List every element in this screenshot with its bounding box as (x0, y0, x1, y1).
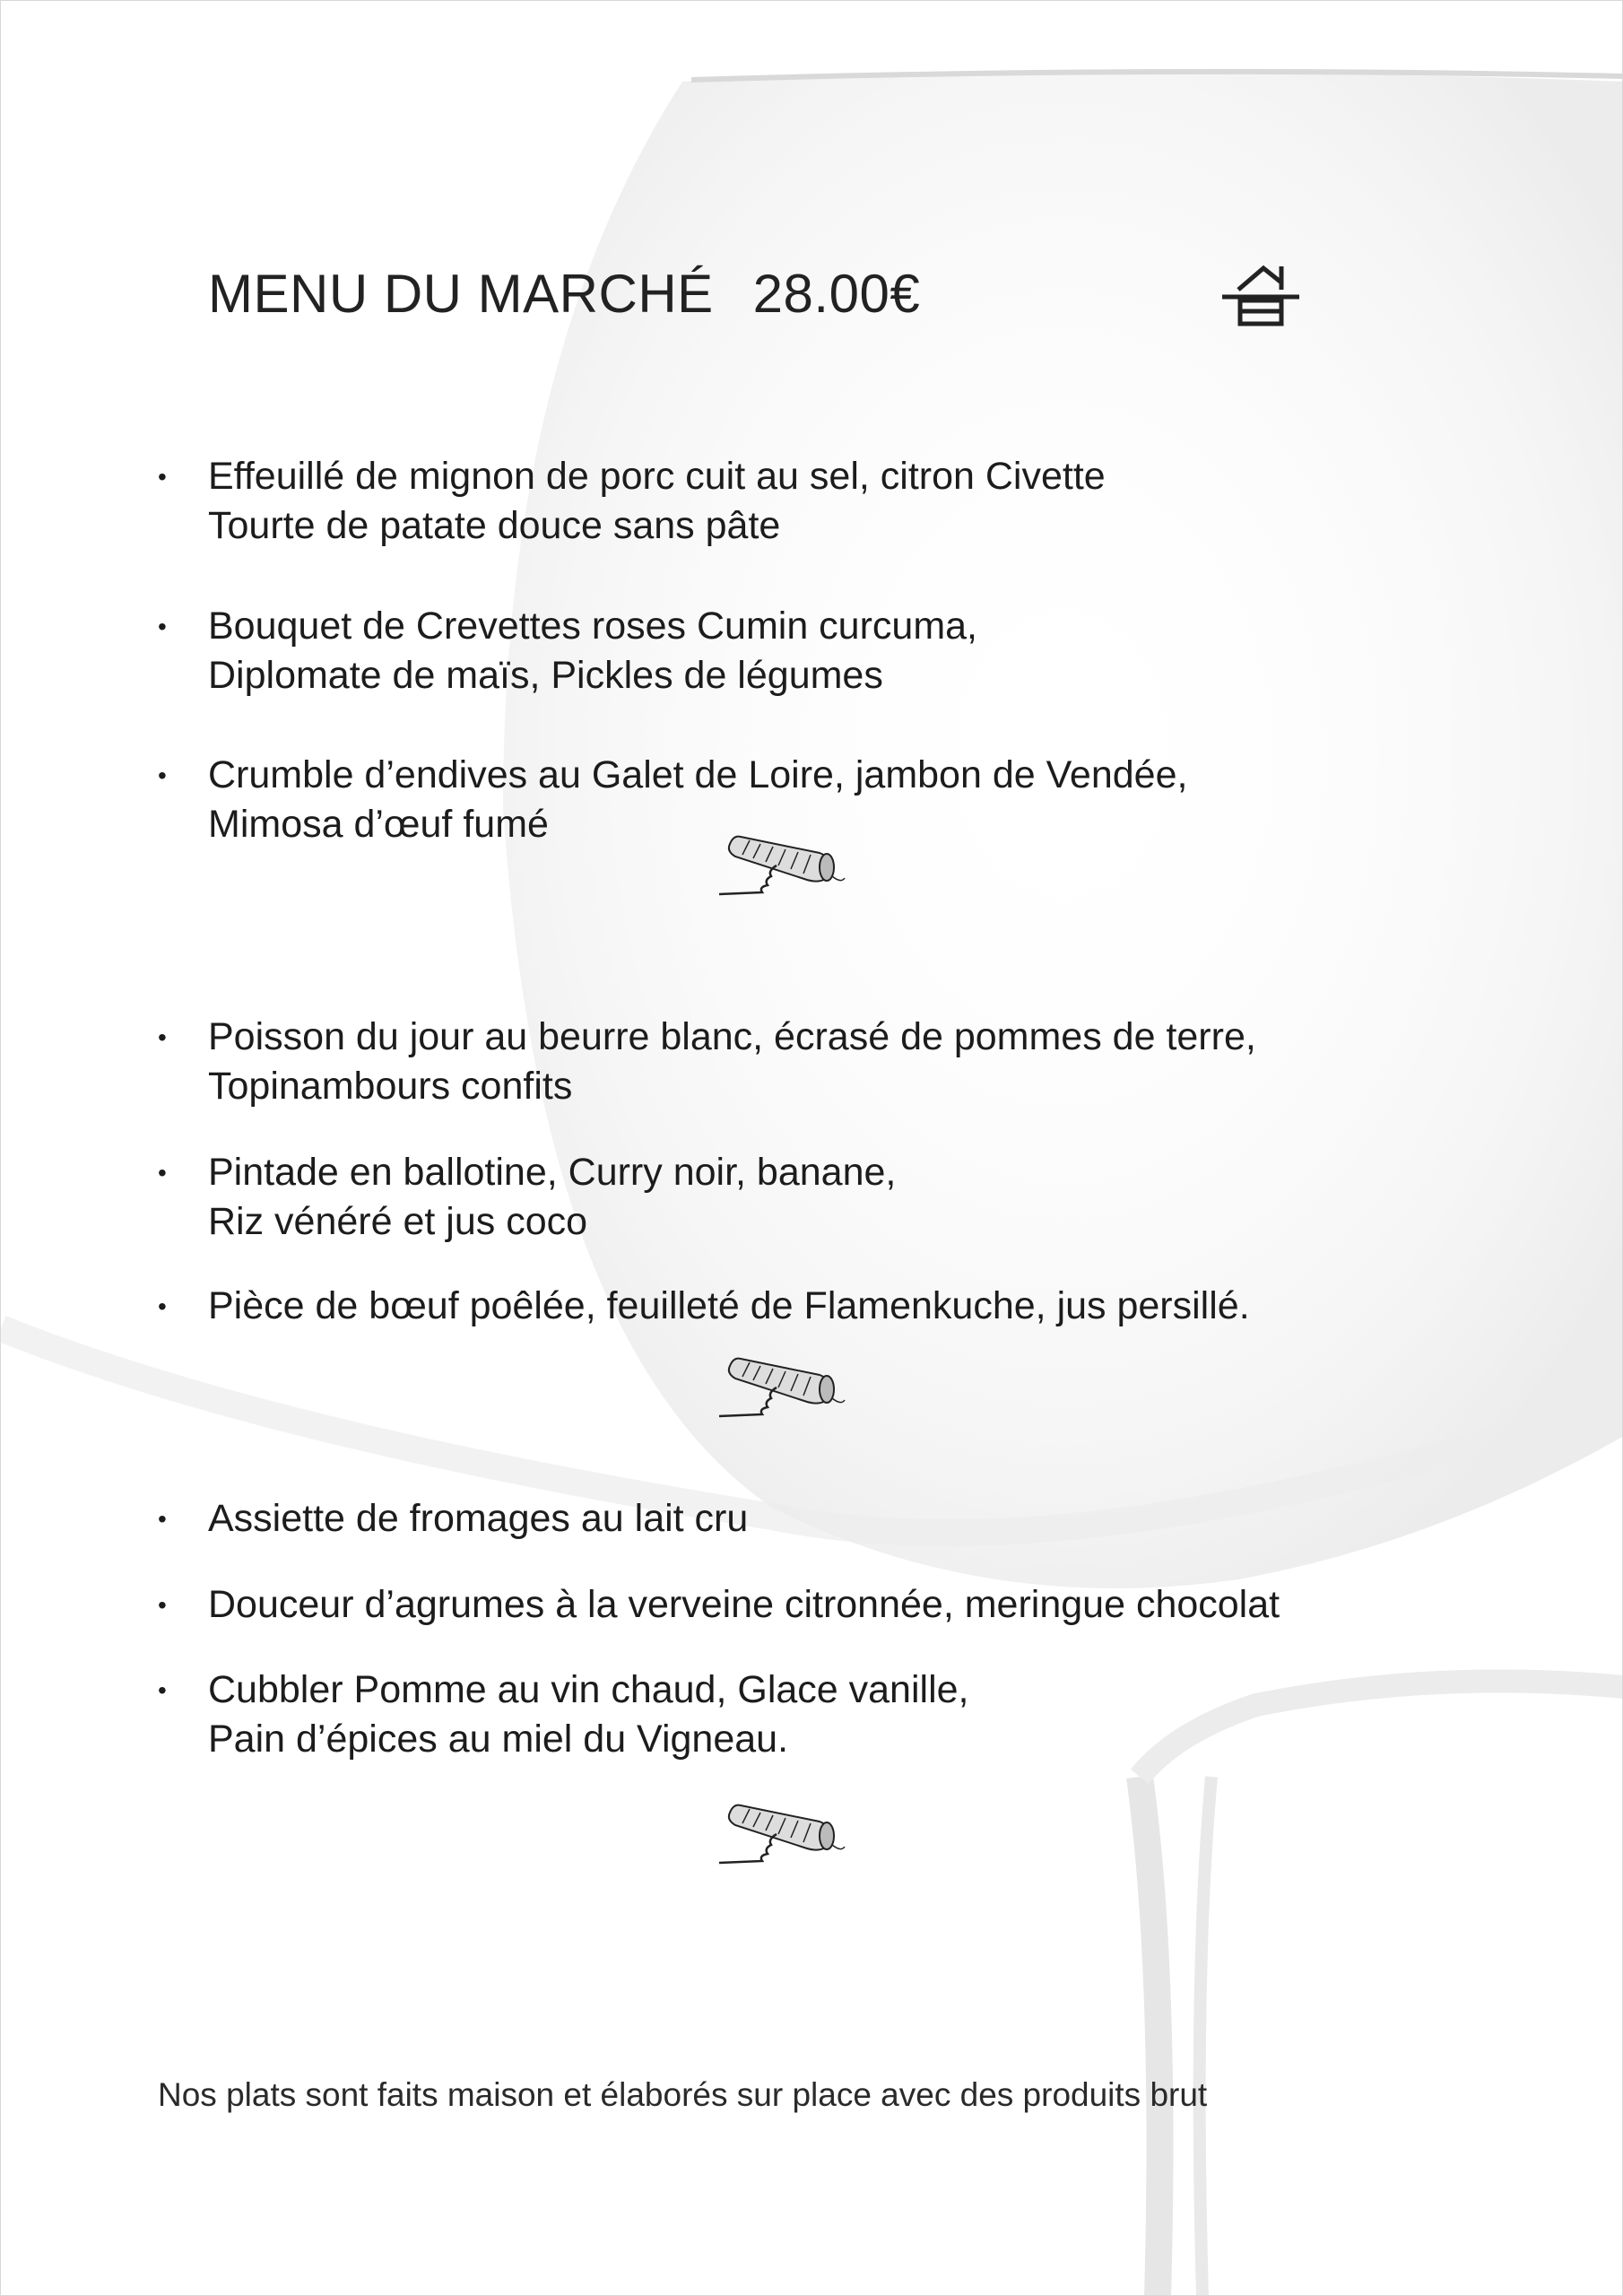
item-line: Topinambours confits (208, 1065, 573, 1108)
item-line: Effeuillé de mignon de porc cuit au sel, citron Civette (208, 455, 1106, 498)
menu-page: MENU DU MARCHÉ 28.00€ • Effeuillé de mignon de porc cuit au sel, citron Civette Tourte de patate douce sans pâte • Bouquet de Crevettes roses Cumin curcuma, Diplomate de maïs, Pickles de légumes • Crumble d’endives au Galet de Loire, jambon de Vendée, Mimosa d’œuf fumé • Poisson du jour au beurre blanc, écrasé de pommes de terre, Topinambours confits • Pintade en ballotine, Curry noir, banane, Riz vénéré et jus coco • Pièce de bœuf poêlée, feuilleté de Flamenkuche, jus persillé. • Assiette de fromages au lait cru • Douceur d’agrumes à la verveine citronnée, meringue chocolat • Cubbler Pomme au vin chaud, Glace vanille, Pain d’épices au miel du Vigneau. Nos plats sont faits maison et élaborés sur place avec des produits brut (0, 0, 1623, 2296)
item-line: Diplomate de maïs, Pickles de légumes (208, 654, 883, 697)
item-line: Pintade en ballotine, Curry noir, banane, (208, 1151, 897, 1194)
item-line: Cubbler Pomme au vin chaud, Glace vanille, (208, 1668, 969, 1711)
item-line: Tourte de patate douce sans pâte (208, 504, 781, 547)
item-line: Mimosa d’œuf fumé (208, 803, 549, 846)
item-line: Bouquet de Crevettes roses Cumin curcuma, (208, 604, 978, 648)
title-text: MENU DU MARCHÉ (208, 264, 714, 324)
menu-title (208, 263, 920, 325)
house-logo-icon (1220, 263, 1301, 327)
footer-note: Nos plats sont faits maison et élaborés sur place avec des produits brut (158, 2076, 1208, 2113)
item-line: Assiette de fromages au lait cru (208, 1497, 749, 1540)
item-line: Riz vénéré et jus coco (208, 1200, 588, 1243)
item-line: Douceur d’agrumes à la verveine citronnée, meringue chocolat (208, 1583, 1280, 1626)
corkscrew-icon (714, 824, 848, 896)
corkscrew-icon (714, 1793, 848, 1865)
item-line: Pièce de bœuf poêlée, feuilleté de Flamenkuche, jus persillé. (208, 1284, 1250, 1327)
item-line: Crumble d’endives au Galet de Loire, jambon de Vendée, (208, 753, 1188, 796)
item-line: Poisson du jour au beurre blanc, écrasé de pommes de terre, (208, 1015, 1256, 1058)
item-line: Pain d’épices au miel du Vigneau. (208, 1718, 789, 1761)
menu-price: 28.00€ (752, 264, 921, 324)
corkscrew-icon (714, 1346, 848, 1418)
